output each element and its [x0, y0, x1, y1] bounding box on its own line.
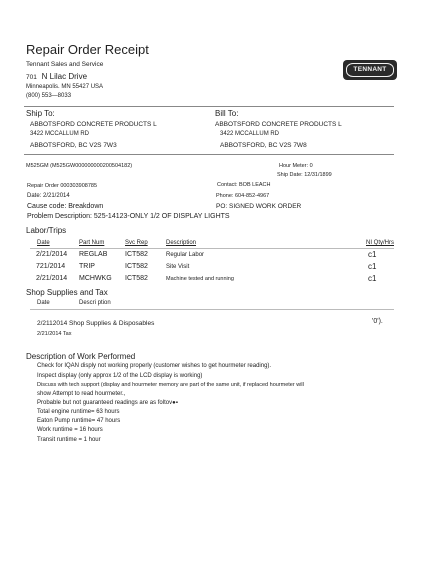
hour-meter: Hour Meter: 0 — [279, 163, 313, 169]
supplies-line-shop-amount: '0'). — [372, 318, 383, 325]
labor-row-1-date: 2/21/2014 — [36, 251, 68, 258]
contact-phone: Phone: 604-852-4967 — [216, 193, 270, 199]
ship-date: Ship Date: 12/31/1899 — [277, 172, 332, 178]
work-line: Check for IQAN disply not working properly (customer wishes to get hourmeter reading). — [37, 363, 272, 369]
labor-header-divider — [30, 248, 394, 249]
work-line: Discuss with tech support (display and hourmeter memory are part of the same unit, if replaced hourmeter will — [37, 382, 304, 388]
po-number: PO: SIGNED WORK ORDER — [216, 203, 302, 210]
company-street — [26, 72, 87, 81]
labor-row-1-qty: c1 — [368, 250, 377, 259]
company-name: Tennant Sales and Service — [26, 61, 104, 68]
work-line: show Attempt to read hourmeter., — [37, 391, 126, 397]
tennant-logo-text: TENNANT — [346, 63, 394, 77]
supplies-header-divider — [30, 309, 394, 310]
bill-to-address: 3422 MCCALLUM RD — [220, 131, 280, 137]
supplies-col-desc: Descri ption — [79, 300, 111, 306]
tennant-logo — [343, 60, 397, 80]
ship-to-address: 3422 MCCALLUM RD — [30, 131, 90, 137]
supplies-line-shop: 2/2112014 Shop Supplies & Disposables — [37, 320, 155, 327]
labor-row-2-date: 721/2014 — [36, 263, 66, 270]
supplies-line-tax: 2/21/2014 Tax — [37, 331, 72, 337]
bill-to-name: ABBOTSFORD CONCRETE PRODUCTS L — [215, 121, 342, 128]
problem-description: Problem Description: 525-14123-ONLY 1/2 OF DISPLAY LIGHTS — [27, 213, 230, 220]
ship-to-label: Ship To: — [26, 109, 55, 118]
labor-col-date: Date — [37, 240, 50, 246]
order-date: Date: 2/21/2014 — [27, 193, 70, 199]
supplies-heading: Shop Supplies and Tax — [26, 288, 108, 297]
labor-row-1-desc: Regular Labor — [166, 252, 205, 258]
company-phone: (800) 553—8033 — [26, 93, 72, 99]
labor-col-desc: Description — [166, 240, 197, 246]
page-title: Repair Order Receipt — [26, 42, 149, 57]
work-line: Work runtime = 16 hours — [37, 427, 103, 433]
cause-code: Cause code: Breakdown — [27, 203, 104, 210]
work-line: Transit runtime = 1 hour — [37, 437, 101, 443]
header-divider — [24, 106, 394, 107]
labor-row-2-qty: c1 — [368, 262, 377, 271]
labor-col-rep: Svc Rep — [125, 240, 148, 246]
supplies-col-date: Date — [37, 300, 50, 306]
labor-row-3-desc: Machine tested and running — [166, 276, 234, 282]
street-name: N Lilac Drive — [41, 72, 88, 81]
work-heading: Description of Work Performed — [26, 352, 136, 361]
address-divider — [24, 154, 394, 155]
machine-model: M525GM (M525GW000000000200504182) — [26, 163, 133, 169]
labor-row-1-part: REGLAB — [79, 251, 108, 258]
labor-row-2-rep: ICT582 — [125, 263, 148, 270]
ship-to-city: ABBOTSFORD, BC V2S 7W3 — [30, 142, 117, 149]
work-line: Total engine runtime= 63 hours — [37, 409, 120, 415]
street-number: 701 — [26, 74, 37, 81]
labor-heading: Labor/Trips — [26, 226, 67, 235]
company-city: Minneapolis. MN 55427 USA — [26, 84, 104, 90]
labor-col-qty: NI Qty/Hrs — [366, 240, 394, 246]
ship-to-name: ABBOTSFORD CONCRETE PRODUCTS L — [30, 121, 157, 128]
labor-col-part: Part Num — [79, 240, 105, 246]
labor-row-2-part: TRIP — [79, 263, 95, 270]
labor-row-1-rep: ICT582 — [125, 251, 148, 258]
labor-row-3-date: 2/21/2014 — [36, 275, 68, 282]
repair-order-number: Repair Order 000303908785 — [27, 183, 98, 189]
work-line: Probable but not guaranteed readings are as foltov●▪ — [37, 400, 178, 406]
labor-row-3-qty: c1 — [368, 274, 377, 283]
work-line: Inspect display (only approx 1/2 of the LCD display is working) — [37, 373, 203, 379]
contact-name: Contact: BOB LEACH — [217, 182, 271, 188]
bill-to-label: Bill To: — [215, 109, 239, 118]
labor-row-3-part: MCHWKG — [79, 275, 112, 282]
labor-row-2-desc: Site Visit — [166, 264, 190, 270]
labor-row-3-rep: ICT582 — [125, 275, 148, 282]
bill-to-city: ABBOTSFORD, BC V2S 7W8 — [220, 142, 307, 149]
work-line: Eaton Pump runtime= 47 hours — [37, 418, 121, 424]
